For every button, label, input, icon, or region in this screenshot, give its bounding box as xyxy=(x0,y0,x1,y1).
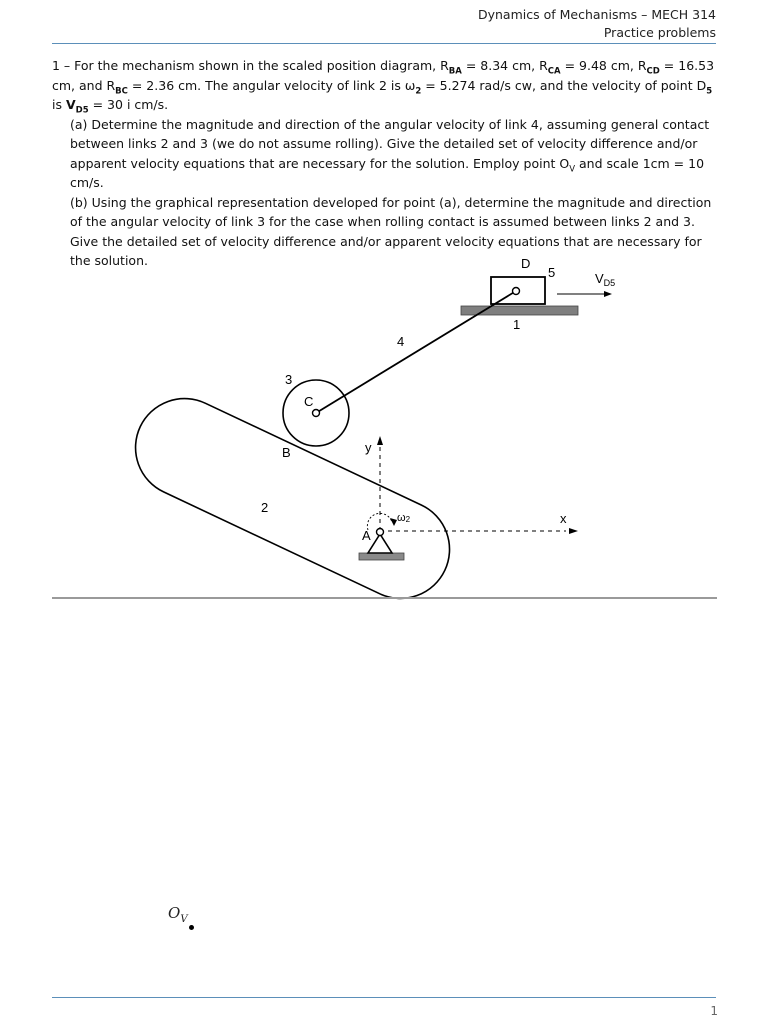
omega-arrowhead xyxy=(390,518,397,526)
label-4: 4 xyxy=(397,334,405,349)
pin-C xyxy=(313,410,320,417)
footer-rule xyxy=(52,997,716,998)
label-omega: ω2 xyxy=(397,512,411,524)
label-A: A xyxy=(362,528,371,543)
section-divider xyxy=(52,597,717,599)
problem-intro: 1 – For the mechanism shown in the scaled position diagram, $R_{BA} = 8.34$ cm, $R_{CA} = 9.48$ cm, $R_{CD} = 16.53$ cm, and $R_{BC} = 2.36$ cm. The angular velocity of link 2 is $\omega_2 = 5.274$ rad/s cw, and the velocity of point $D_5$ is $V_{D5} = 30$ i cm/s. xyxy=(52,58,715,116)
problem-statement xyxy=(52,56,720,271)
pivot-A xyxy=(377,529,384,536)
label-D: D xyxy=(521,256,531,271)
part-a: (a) Determine the magnitude and direction of the angular velocity of link 4, assuming general contact between links 2 and 3 (we do not assume rolling). Give the detailed set of velocity difference and/or apparent velocity equations that are necessary for the solution. Employ point $O_V$ and scale 1cm = 10 cm/s. xyxy=(70,116,710,190)
label-3: 3 xyxy=(285,372,293,387)
label-C: C xyxy=(304,394,314,409)
vd5-arrowhead xyxy=(604,291,612,297)
header-rule xyxy=(52,43,716,44)
label-1: 1 xyxy=(513,317,521,332)
pivot-ground xyxy=(359,553,404,560)
x-axis-arrowhead xyxy=(569,528,578,534)
course-subtitle: Practice problems xyxy=(603,25,716,40)
page-number: 1 xyxy=(710,1004,718,1018)
course-title: Dynamics of Mechanisms – MECH 314 xyxy=(477,7,716,22)
part-b: (b) Using the graphical representation developed for point (a), determine the magnitude and direction of the angular velocity of link 3 for the case when rolling contact is assumed between links 2 and 3. Give the detailed set of velocity difference and/or apparent velocity equations that are necessary for the solution. xyxy=(70,194,712,268)
label-x: x xyxy=(560,511,567,526)
link-4 xyxy=(316,291,516,413)
velocity-origin-point xyxy=(189,925,194,930)
y-axis-arrowhead xyxy=(377,436,383,445)
label-vd5: $V_{D5}$ xyxy=(595,271,616,288)
pivot-support xyxy=(368,534,392,553)
label-5: 5 xyxy=(548,265,556,280)
velocity-origin-label: $O_V$ xyxy=(168,904,188,925)
label-B: B xyxy=(282,445,291,460)
label-y: y xyxy=(365,440,372,455)
page-header xyxy=(478,6,716,42)
label-2: 2 xyxy=(261,500,269,515)
mechanism-diagram xyxy=(0,250,768,600)
pin-D xyxy=(513,288,520,295)
